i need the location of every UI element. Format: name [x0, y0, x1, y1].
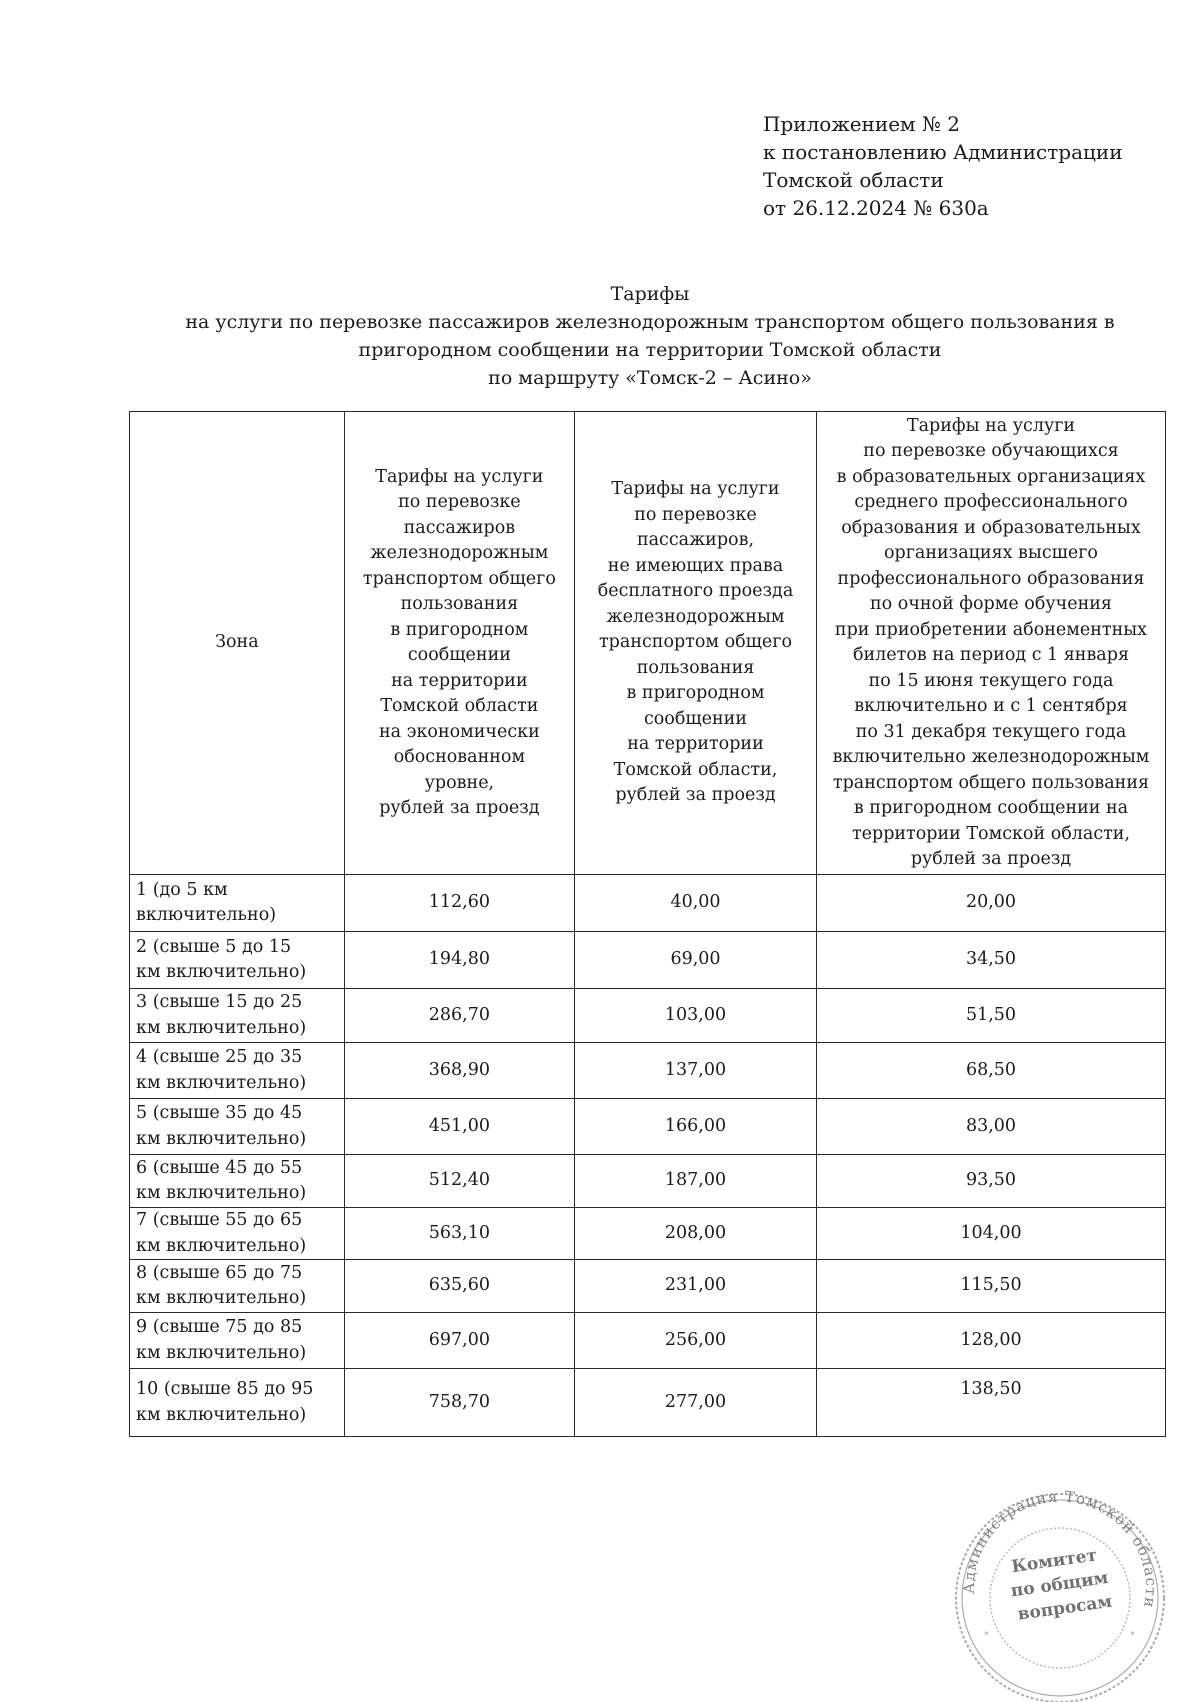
- zone-text: км включительно): [136, 1128, 307, 1149]
- zone-text: 5 (свыше 35 до 45: [136, 1103, 303, 1123]
- header-line: транспортом общего: [362, 568, 556, 589]
- appendix-line: к постановлению Администрации: [763, 140, 1123, 164]
- header-line: на экономически: [379, 721, 540, 742]
- header-line: пользования: [636, 657, 755, 678]
- table-row: [130, 932, 1166, 989]
- header-line: по перевозке обучающихся: [863, 441, 1119, 461]
- header-line: по очной форме обучения: [870, 594, 1112, 614]
- student-tariff-cell: 51,50: [816, 989, 1165, 1043]
- student-tariff-cell: 115,50: [816, 1260, 1165, 1313]
- header-line: по 31 декабря текущего года: [855, 721, 1127, 742]
- economic-tariff-cell: 194,80: [344, 932, 574, 989]
- zone-cell: [130, 1260, 345, 1313]
- header-line: в пригородном: [390, 619, 529, 640]
- economic-tariff-cell: 697,00: [344, 1313, 574, 1369]
- table-row: [130, 1369, 1166, 1437]
- header-line: в пригородном сообщении на: [853, 798, 1129, 818]
- table-row: [130, 1208, 1166, 1260]
- header-line: рублей за проезд: [379, 798, 540, 818]
- header-line: территории Томской области,: [851, 823, 1131, 844]
- zone-text: км включительно): [136, 1017, 307, 1038]
- title-line: пригородном сообщении на территории Томской области: [358, 339, 942, 361]
- zone-cell: [130, 1313, 345, 1369]
- title-line: по маршруту «Томск-2 – Асино»: [488, 367, 812, 389]
- zone-text: включительно): [136, 905, 277, 925]
- header-line: уровне,: [424, 772, 495, 793]
- standard-tariff-cell: 103,00: [575, 989, 817, 1043]
- header-line: профессионального образования: [837, 568, 1145, 589]
- header-line: обоснованном: [393, 747, 526, 767]
- header-line: Томской области,: [613, 759, 778, 780]
- zone-cell: [130, 875, 345, 932]
- header-line: включительно и с 1 сентября: [854, 696, 1128, 716]
- tariff-table: [129, 411, 1166, 1437]
- table-row: [130, 1043, 1166, 1099]
- header-line: по перевозке: [398, 492, 521, 512]
- student-tariff-cell: 138,50: [816, 1369, 1165, 1437]
- table-row: [130, 875, 1166, 932]
- header-line: при приобретении абонементных: [834, 619, 1148, 640]
- title-line: на услуги по перевозке пассажиров железнодорожным транспортом общего пользования в: [185, 311, 1115, 333]
- standard-tariff-cell: 256,00: [575, 1313, 817, 1369]
- student-tariff-cell: 104,00: [816, 1208, 1165, 1260]
- zone-text: км включительно): [136, 1235, 307, 1256]
- header-line: бесплатного проезда: [597, 581, 794, 602]
- zone-cell: [130, 1043, 345, 1099]
- zone-text: 2 (свыше 5 до 15: [136, 936, 292, 957]
- zone-text: 3 (свыше 15 до 25: [136, 992, 303, 1012]
- header-line: Тарифы на услуги: [375, 466, 544, 487]
- standard-tariff-cell: 40,00: [575, 875, 817, 932]
- header-line: по 15 июня текущего года: [868, 670, 1114, 691]
- zone-text: км включительно): [136, 962, 307, 982]
- table-body: [130, 875, 1166, 1437]
- svg-text:*: *: [1130, 1630, 1135, 1641]
- header-line: организациях высшего: [884, 543, 1098, 563]
- header-line: на территории: [391, 670, 528, 691]
- svg-text:Администрация Томской области: Администрация Томской области: [959, 1488, 1161, 1610]
- zone-text: 10 (свыше 85 до 95: [136, 1379, 314, 1399]
- header-line: пользования: [400, 594, 519, 614]
- header-line: не имеющих права: [607, 555, 784, 576]
- header-line: сообщении: [643, 708, 747, 729]
- standard-tariff-cell: 187,00: [575, 1155, 817, 1208]
- student-tariff-cell: 34,50: [816, 932, 1165, 989]
- header-line: Томской области: [380, 696, 539, 716]
- table-header-row: [130, 412, 1166, 875]
- standard-tariff-cell: 137,00: [575, 1043, 817, 1099]
- economic-tariff-cell: 512,40: [344, 1155, 574, 1208]
- zone-text: км включительно): [136, 1404, 307, 1425]
- standard-tariff-cell: 231,00: [575, 1260, 817, 1313]
- appendix-reference: [763, 110, 1123, 222]
- header-line: образования и образовательных: [841, 517, 1141, 538]
- zone-cell: [130, 1369, 345, 1437]
- header-line: в образовательных организациях: [836, 466, 1146, 487]
- svg-text:*: *: [984, 1630, 989, 1641]
- header-line: Зона: [215, 632, 259, 653]
- header-line: в пригородном: [626, 683, 765, 704]
- economic-tariff-cell: 758,70: [344, 1369, 574, 1437]
- header-line: Тарифы на услуги: [906, 415, 1076, 436]
- title-line: Тарифы: [610, 283, 690, 305]
- zone-cell: [130, 989, 345, 1043]
- economic-tariff-cell: 635,60: [344, 1260, 574, 1313]
- header-line: железнодорожным: [370, 543, 549, 563]
- svg-text:по общим: по общим: [1009, 1568, 1110, 1602]
- zone-text: 4 (свыше 25 до 35: [136, 1047, 303, 1067]
- header-line: пассажиров: [403, 517, 516, 538]
- svg-text:вопросам: вопросам: [1016, 1591, 1114, 1625]
- zone-cell: [130, 1099, 345, 1155]
- table-row: [130, 989, 1166, 1043]
- document-title: [130, 280, 1170, 392]
- economic-tariff-cell: 368,90: [344, 1043, 574, 1099]
- header-line: рублей за проезд: [615, 785, 776, 806]
- appendix-line: Томской области: [763, 168, 944, 192]
- zone-text: 9 (свыше 75 до 85: [136, 1317, 303, 1337]
- standard-tariff-cell: 69,00: [575, 932, 817, 989]
- zone-text: 6 (свыше 45 до 55: [136, 1157, 303, 1178]
- header-line: транспортом общего: [599, 632, 792, 653]
- header-line: сообщении: [407, 645, 511, 665]
- header-line: билетов на период с 1 января: [852, 645, 1129, 665]
- header-line: по перевозке: [634, 504, 757, 525]
- zone-text: 1 (до 5 км: [136, 879, 228, 900]
- economic-tariff-cell: 286,70: [344, 989, 574, 1043]
- zone-cell: [130, 1208, 345, 1260]
- header-line: рублей за проезд: [910, 849, 1072, 869]
- student-tariff-cell: 83,00: [816, 1099, 1165, 1155]
- header-line: среднего профессионального: [854, 492, 1128, 512]
- zone-text: км включительно): [136, 1183, 307, 1203]
- standard-tariff-cell: 277,00: [575, 1369, 817, 1437]
- header-line: Тарифы на услуги: [611, 479, 780, 500]
- header-line: пассажиров,: [636, 530, 755, 551]
- zone-cell: [130, 1155, 345, 1208]
- header-student-tariff: [816, 412, 1165, 875]
- student-tariff-cell: 68,50: [816, 1043, 1165, 1099]
- zone-text: 7 (свыше 55 до 65: [136, 1210, 303, 1230]
- header-line: включительно железнодорожным: [832, 747, 1150, 767]
- header-line: железнодорожным: [606, 606, 785, 627]
- standard-tariff-cell: 208,00: [575, 1208, 817, 1260]
- appendix-line: от 26.12.2024 № 630а: [763, 196, 989, 220]
- header-zone: [130, 412, 345, 875]
- table-row: [130, 1099, 1166, 1155]
- header-economic-tariff: [344, 412, 574, 875]
- zone-text: км включительно): [136, 1342, 307, 1363]
- table-row: [130, 1155, 1166, 1208]
- table-row: [130, 1313, 1166, 1369]
- economic-tariff-cell: 112,60: [344, 875, 574, 932]
- table-row: [130, 1260, 1166, 1313]
- header-standard-tariff: [575, 412, 817, 875]
- student-tariff-cell: 20,00: [816, 875, 1165, 932]
- header-line: на территории: [627, 734, 764, 755]
- zone-cell: [130, 932, 345, 989]
- economic-tariff-cell: 451,00: [344, 1099, 574, 1155]
- student-tariff-cell: 93,50: [816, 1155, 1165, 1208]
- student-tariff-cell: 128,00: [816, 1313, 1165, 1369]
- header-line: транспортом общего пользования: [832, 772, 1150, 793]
- economic-tariff-cell: 563,10: [344, 1208, 574, 1260]
- svg-text:Комитет: Комитет: [1010, 1545, 1099, 1578]
- official-seal: [948, 1488, 1172, 1702]
- appendix-line: Приложением № 2: [763, 112, 960, 136]
- standard-tariff-cell: 166,00: [575, 1099, 817, 1155]
- zone-text: км включительно): [136, 1072, 307, 1093]
- zone-text: км включительно): [136, 1288, 307, 1308]
- zone-text: 8 (свыше 65 до 75: [136, 1262, 303, 1283]
